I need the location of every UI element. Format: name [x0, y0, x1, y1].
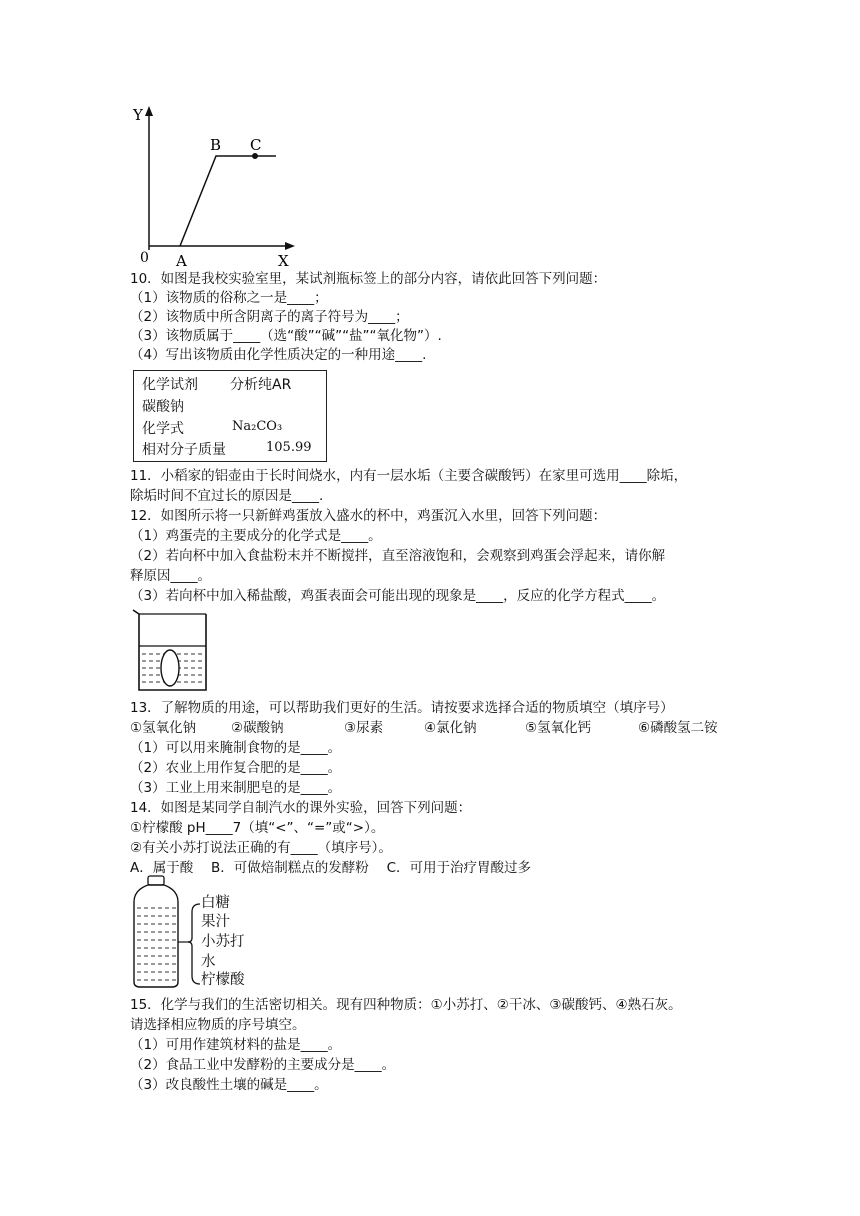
- q12-sub3: （3）若向杯中加入稀盐酸，鸡蛋表面会可能出现的现象是____，反应的化学方程式____。: [130, 588, 666, 604]
- reagent-molar-mass: 105.99: [266, 440, 312, 455]
- q13-option-6: ⑥磷酸氢二铵: [638, 720, 718, 736]
- egg: [161, 650, 179, 686]
- q13-option-2: ②碳酸钠: [231, 720, 284, 736]
- q10-sub3: （3）该物质属于____（选“酸”“碱”“盐”“氧化物”）.: [130, 328, 442, 344]
- q13-sub2: （2）农业上用作复合肥的是____。: [130, 760, 342, 776]
- q13-option-3: ③尿素: [344, 720, 384, 736]
- x-axis-label: X: [278, 252, 289, 270]
- soda-bottle-figure: [128, 872, 208, 992]
- bottle-label-water: 水: [201, 954, 216, 970]
- graph-line: [180, 156, 276, 246]
- point-c-label: C: [250, 136, 262, 154]
- q13-stem: 13．了解物质的用途，可以帮助我们更好的生活。请按要求选择合适的物质填空（填序号）: [130, 700, 674, 716]
- q14-stem: 14．如图是某同学自制汽水的课外实验，回答下列问题：: [130, 800, 472, 816]
- brace: [188, 904, 200, 984]
- q10-stem: 10．如图是我校实验室里，某试剂瓶标签上的部分内容，请依此回答下列问题：: [130, 271, 607, 287]
- q13-option-5: ⑤氢氧化钙: [525, 720, 592, 736]
- reagent-row2: 碳酸钠: [142, 399, 184, 415]
- q13-sub1: （1）可以用来腌制食物的是____。: [130, 740, 342, 756]
- point-a-label: A: [176, 252, 187, 270]
- y-axis-label: Y: [133, 106, 143, 124]
- reagent-row1-right: 分析纯AR: [230, 377, 292, 393]
- q14-options: A．属于酸 B．可做焙制糕点的发酵粉 C．可用于治疗胃酸过多: [130, 860, 532, 876]
- q13-option-4: ④氯化钠: [424, 720, 477, 736]
- q11-line1: 11．小稻家的铝壶由于长时间烧水，内有一层水垢（主要含碳酸钙）在家里可选用____除垢，: [130, 468, 688, 484]
- q14-sub1: ①柠檬酸 pH____7（填“<”、“=”或“>）。: [130, 820, 385, 836]
- q13-option-1: ①氢氧化钠: [130, 720, 197, 736]
- x-axis-arrow: [285, 242, 295, 250]
- origin-label: 0: [140, 250, 149, 266]
- q14-sub2: ②有关小苏打说法正确的有____（填序号）。: [130, 840, 392, 856]
- q15-sub2: （2）食品工业中发酵粉的主要成分是____。: [130, 1057, 396, 1073]
- bottle-label-citric-acid: 柠檬酸: [201, 972, 245, 988]
- bottle-label-baking-soda: 小苏打: [201, 934, 245, 950]
- q15-sub1: （1）可用作建筑材料的盐是____。: [130, 1037, 342, 1053]
- bottle-label-sugar: 白糖: [201, 895, 230, 911]
- q15-sub3: （3）改良酸性土壤的碱是____。: [130, 1077, 328, 1093]
- reagent-formula: Na₂CO₃: [232, 419, 283, 434]
- y-axis-arrow: [145, 106, 153, 116]
- reagent-row4-left: 相对分子质量: [142, 442, 226, 458]
- bottle-label-juice: 果汁: [201, 914, 230, 930]
- q12-sub2b: 释原因____。: [130, 568, 211, 584]
- reagent-row3-left: 化学式: [142, 421, 184, 437]
- bottle-cap: [148, 876, 164, 885]
- q13-sub3: （3）工业上用来制肥皂的是____。: [130, 780, 342, 796]
- xy-graph-figure: [130, 100, 310, 270]
- q15-line1: 15．化学与我们的生活密切相关。现有四种物质：①小苏打、②干冰、③碳酸钙、④熟石灰。: [130, 997, 682, 1013]
- point-b-label: B: [210, 136, 222, 154]
- reagent-row1-left: 化学试剂: [142, 377, 198, 393]
- reagent-label-figure: [133, 370, 327, 462]
- q12-sub2a: （2）若向杯中加入食盐粉末并不断搅拌，直至溶液饱和，会观察到鸡蛋会浮起来，请你解: [130, 548, 666, 564]
- q12-sub1: （1）鸡蛋壳的主要成分的化学式是____。: [130, 528, 382, 544]
- q10-sub1: （1）该物质的俗称之一是____；: [130, 290, 328, 306]
- q10-sub4: （4）写出该物质由化学性质决定的一种用途____.: [130, 347, 427, 363]
- beaker-egg-figure: [128, 604, 218, 696]
- q11-line2: 除垢时间不宜过长的原因是____.: [130, 488, 324, 504]
- q10-sub2: （2）该物质中所含阴离子的离子符号为____；: [130, 309, 409, 325]
- q12-stem: 12．如图所示将一只新鲜鸡蛋放入盛水的杯中，鸡蛋沉入水里，回答下列问题：: [130, 508, 607, 524]
- q15-line2: 请选择相应物质的序号填空。: [130, 1017, 306, 1033]
